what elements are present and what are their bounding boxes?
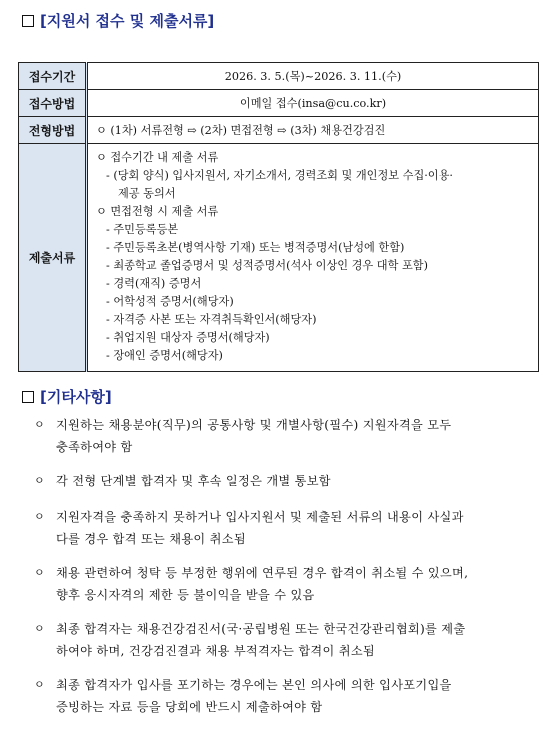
note-line: 하여야 하며, 건강검진결과 채용 부적격자는 합격이 취소됨 <box>56 644 375 658</box>
note-line: 각 전형 단계별 합격자 및 후속 일정은 개별 통보함 <box>56 474 331 488</box>
note-line: 향후 응시자격의 제한 등 불이익을 받을 수 있음 <box>56 588 315 602</box>
docs-line: - (당회 양식) 입사지원서, 자기소개서, 경력조회 및 개인정보 수집·이용· <box>106 169 453 182</box>
bullet-icon: ㅇ <box>34 510 45 523</box>
note-line: 지원하는 채용분야(직무)의 공통사항 및 개별사항(필수) 지원자격을 모두 <box>56 418 452 432</box>
section-title-other <box>22 386 112 407</box>
value-process: ㅇ (1차) 서류전형 ⇨ (2차) 면접전형 ⇨ (3차) 채용건강검진 <box>87 117 539 144</box>
section-title-text: [기타사항] <box>40 388 112 406</box>
bullet-icon: ㅇ <box>34 622 45 635</box>
bullet-icon: ㅇ <box>34 678 45 691</box>
note-line: 최종 합격자는 채용건강검진서(국·공립병원 또는 한국건강관리협회)를 제출 <box>56 622 466 636</box>
value-method: 이메일 접수(insa@cu.co.kr) <box>87 90 539 117</box>
note-line: 증빙하는 자료 등을 당회에 반드시 제출하여야 함 <box>56 700 323 714</box>
docs-line: - 주민등록등본 <box>106 223 179 236</box>
list-item <box>34 470 542 492</box>
list-item <box>34 674 542 718</box>
docs-line: - 취업지원 대상자 증명서(해당자) <box>106 331 270 344</box>
docs-line: - 자격증 사본 또는 자격취득확인서(해당자) <box>106 313 317 326</box>
value-period: 2026. 3. 5.(목)~2026. 3. 11.(수) <box>87 63 539 90</box>
docs-line: - 주민등록초본(병역사항 기재) 또는 병적증명서(남성에 한함) <box>106 241 405 254</box>
notes-list <box>34 414 542 718</box>
note-line: 채용 관련하여 청탁 등 부정한 행위에 연루된 경우 합격이 취소될 수 있으며, <box>56 566 469 580</box>
docs-line: ㅇ 면접전형 시 제출 서류 <box>96 205 219 218</box>
docs-line: - 최종학교 졸업증명서 및 성적증명서(석사 이상인 경우 대학 포함) <box>106 259 428 272</box>
checkbox-icon <box>22 391 34 403</box>
note-line: 최종 합격자가 입사를 포기하는 경우에는 본인 의사에 의한 입사포기입을 <box>56 678 452 692</box>
bullet-icon: ㅇ <box>34 474 45 487</box>
docs-line: - 어학성적 증명서(해당자) <box>106 295 234 308</box>
label-process: 전형방법 <box>19 117 87 144</box>
label-period: 접수기간 <box>19 63 87 90</box>
bullet-icon: ㅇ <box>34 566 45 579</box>
label-method: 접수방법 <box>19 90 87 117</box>
list-item <box>34 562 542 606</box>
section-title-text: [지원서 접수 및 제출서류] <box>40 12 215 30</box>
table-row-process <box>19 117 539 144</box>
docs-line: ㅇ 접수기간 내 제출 서류 <box>96 151 219 164</box>
docs-line: - 경력(재직) 증명서 <box>106 277 202 290</box>
note-line: 다를 경우 합격 또는 채용이 취소됨 <box>56 532 246 546</box>
table-row-docs <box>19 144 539 372</box>
docs-line: - 장애인 증명서(해당자) <box>106 349 223 362</box>
note-line: 지원자격을 충족하지 못하거나 입사지원서 및 제출된 서류의 내용이 사실과 <box>56 510 464 524</box>
table-row-method <box>19 90 539 117</box>
note-line: 충족하여야 함 <box>56 440 133 454</box>
application-info-table <box>18 62 539 372</box>
table-row-period <box>19 63 539 90</box>
docs-line: 제공 동의서 <box>118 187 176 200</box>
list-item <box>34 506 542 550</box>
section-title-application <box>22 10 214 31</box>
bullet-icon: ㅇ <box>34 418 45 431</box>
list-item <box>34 414 542 458</box>
label-docs: 제출서류 <box>19 144 87 372</box>
list-item <box>34 618 542 662</box>
checkbox-icon <box>22 15 34 27</box>
value-docs <box>87 144 539 372</box>
